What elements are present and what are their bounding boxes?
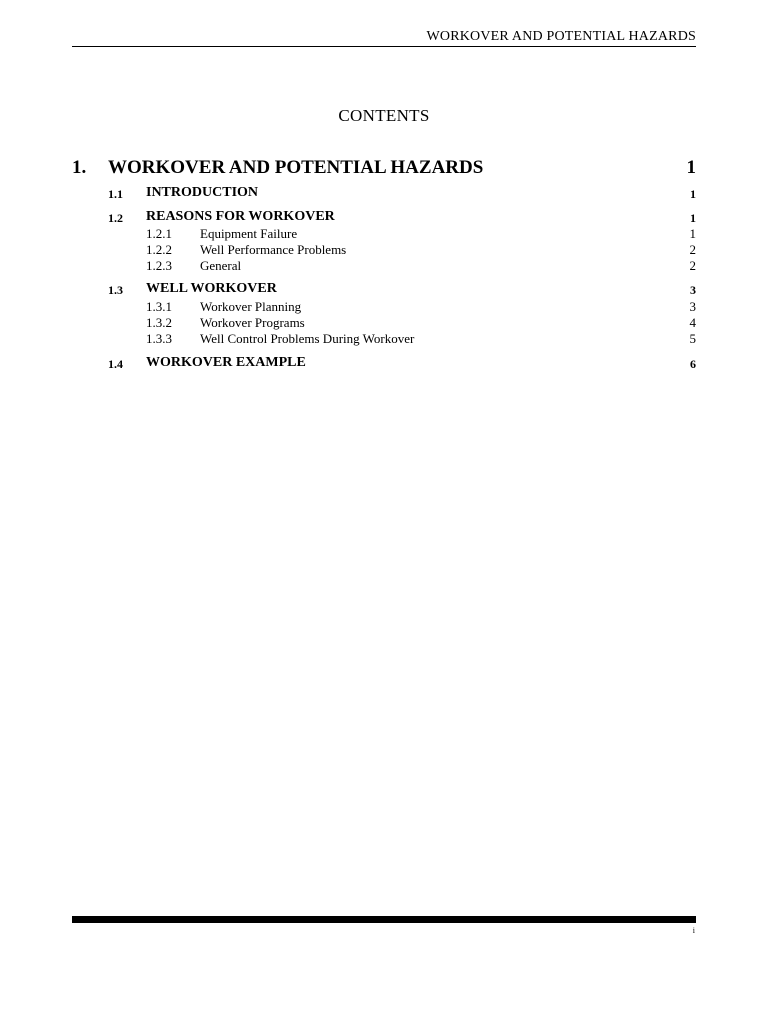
toc-subsection-page: 4	[689, 315, 696, 330]
toc-section-page: 1	[690, 211, 696, 225]
toc-subsection-number: 1.3.1	[146, 299, 172, 314]
toc-section-1-2[interactable]	[72, 209, 696, 227]
toc-subsection-page: 2	[689, 258, 696, 273]
toc-section-title: INTRODUCTION	[146, 185, 259, 200]
toc-section-number: 1.3	[108, 283, 123, 297]
toc-section-page: 1	[690, 187, 696, 201]
toc-subsection-page: 1	[689, 226, 696, 241]
toc-subsection-title: Equipment Failure	[200, 226, 298, 241]
toc-subsection-1-2-3[interactable]	[72, 258, 696, 274]
toc-subsection-number: 1.2.2	[146, 242, 172, 257]
toc-chapter-page: 1	[686, 157, 696, 178]
toc-subsection-page: 3	[689, 299, 696, 314]
toc-section-number: 1.1	[108, 187, 123, 201]
toc-section-page: 6	[690, 357, 696, 371]
toc-section-1-1[interactable]	[72, 185, 696, 203]
toc-subsection-title: Workover Planning	[200, 299, 302, 314]
toc-subsection-title: Well Control Problems During Workover	[200, 331, 415, 346]
toc-chapter-number: 1.	[72, 157, 87, 178]
page-number: i	[692, 926, 695, 935]
toc-subsection-page: 5	[689, 331, 696, 346]
toc-subsection-number: 1.3.3	[146, 331, 172, 346]
toc-subsection-1-2-2[interactable]	[72, 242, 696, 258]
toc-subsection-1-3-2[interactable]	[72, 315, 696, 331]
toc-subsection-title: General	[200, 258, 242, 273]
toc-subsection-title: Well Performance Problems	[200, 242, 347, 257]
toc-section-number: 1.4	[108, 357, 123, 371]
toc-section-number: 1.2	[108, 211, 123, 225]
toc-chapter-1[interactable]	[72, 157, 696, 181]
toc-section-title: WELL WORKOVER	[146, 281, 277, 296]
contents-title: CONTENTS	[338, 106, 430, 125]
toc-section-1-3[interactable]	[72, 281, 696, 299]
footer-rule	[72, 916, 696, 923]
toc-subsection-title: Workover Programs	[200, 315, 305, 330]
header-rule	[72, 46, 696, 47]
toc-subsection-1-3-3[interactable]	[72, 331, 696, 347]
toc-section-1-4[interactable]	[72, 355, 696, 373]
toc-subsection-page: 2	[689, 242, 696, 257]
running-header: WORKOVER AND POTENTIAL HAZARDS	[426, 29, 696, 44]
toc-subsection-number: 1.2.1	[146, 226, 172, 241]
toc-subsection-1-3-1[interactable]	[72, 299, 696, 315]
toc-section-title: WORKOVER EXAMPLE	[146, 355, 306, 370]
toc-subsection-number: 1.3.2	[146, 315, 172, 330]
toc-subsection-number: 1.2.3	[146, 258, 172, 273]
toc-section-title: REASONS FOR WORKOVER	[146, 209, 335, 224]
toc-chapter-title: WORKOVER AND POTENTIAL HAZARDS	[108, 157, 484, 178]
toc-section-page: 3	[690, 283, 696, 297]
toc-subsection-1-2-1[interactable]	[72, 226, 696, 242]
